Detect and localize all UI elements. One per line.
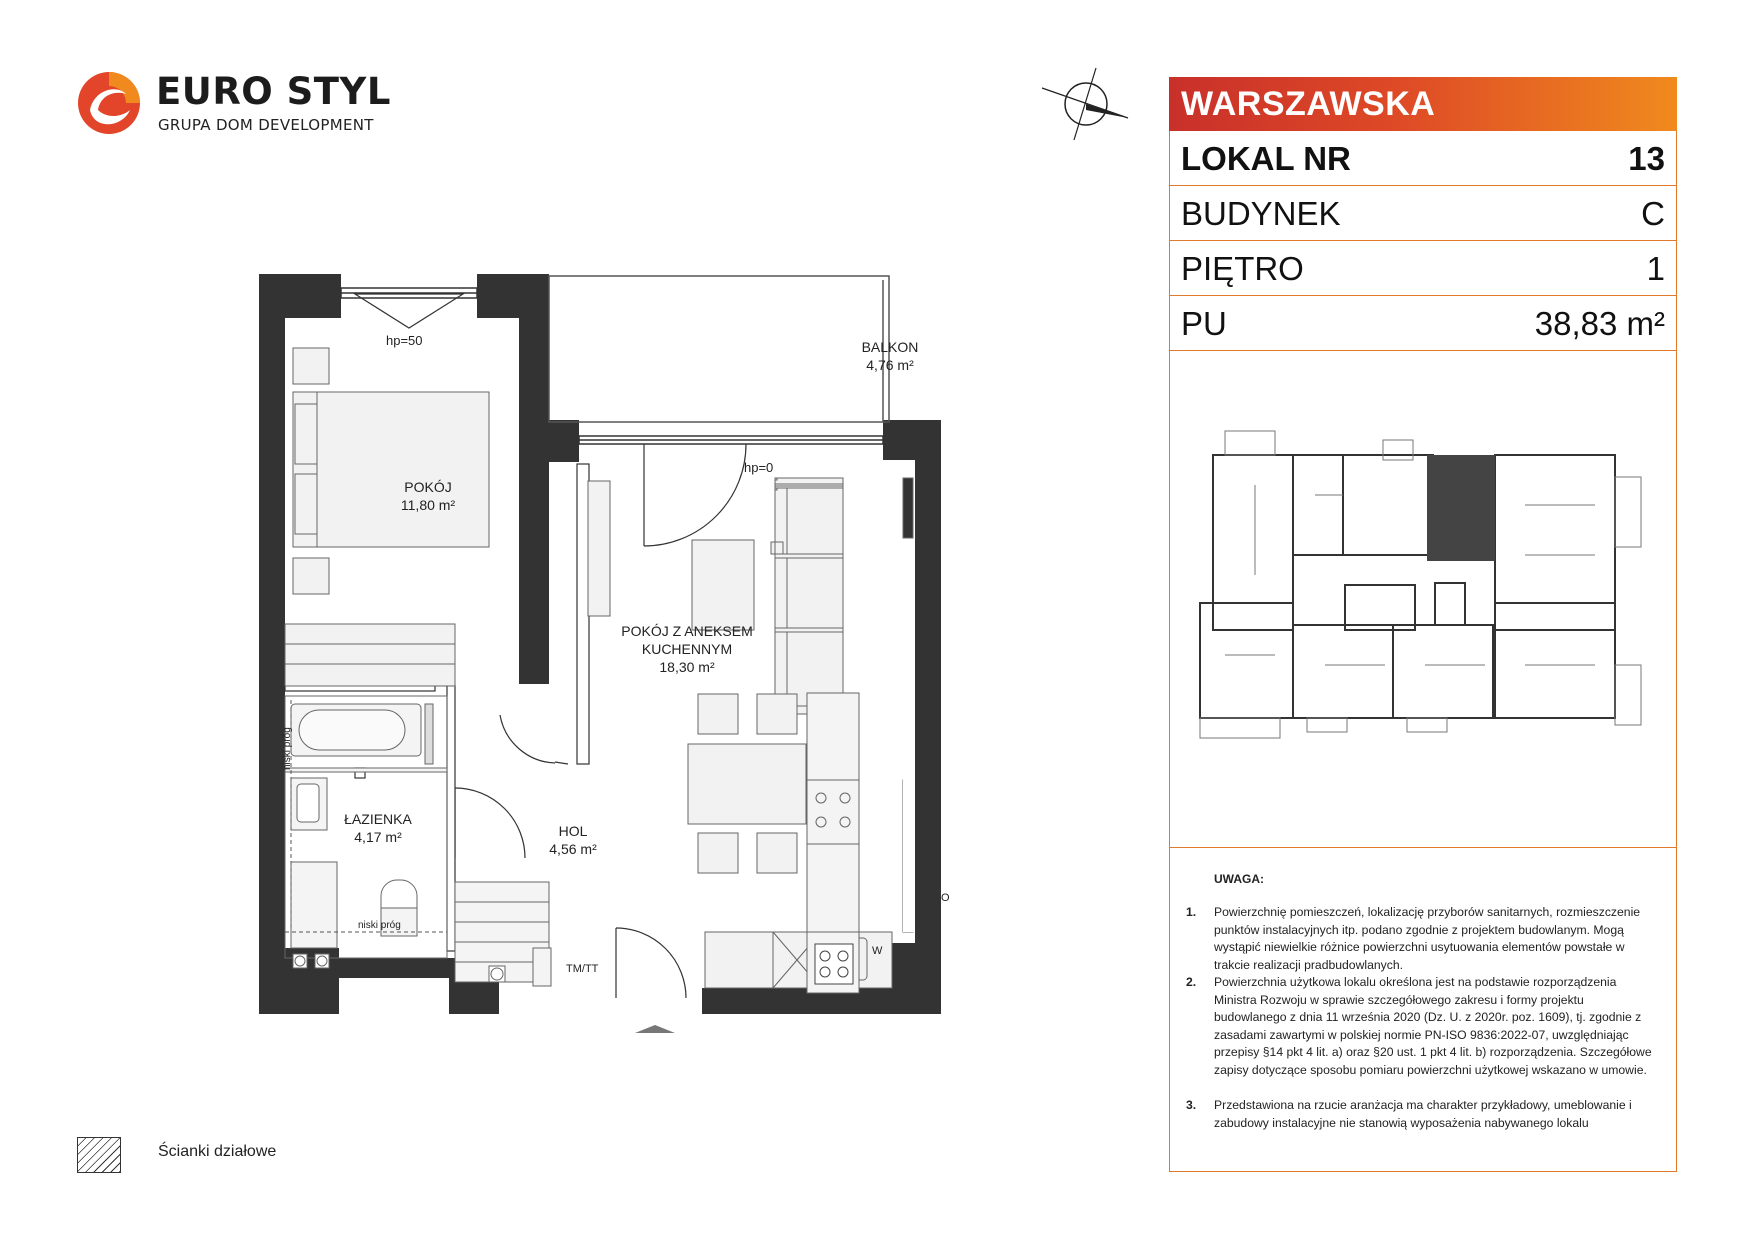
balkon-name: BALKON [861, 339, 919, 355]
pokoj-area: 11,80 m² [400, 497, 456, 513]
pietro-value: 1 [1646, 250, 1665, 287]
logo-title: EURO STYL [156, 70, 391, 113]
row-budynek [1169, 186, 1677, 241]
o-label: O [941, 892, 950, 904]
note-item-2 [1186, 974, 1656, 1098]
note-number: 2. [1186, 975, 1197, 989]
project-header [1169, 77, 1677, 131]
hol-area: 4,56 m² [549, 841, 597, 857]
pokoj-aneks-area: 18,30 m² [659, 659, 715, 675]
logo-subtitle: GRUPA DOM DEVELOPMENT [158, 116, 374, 134]
pokoj-aneks-label [602, 622, 772, 676]
notes-separator [1169, 847, 1677, 848]
note-text: Powierzchnia użytkowa lokalu określona jest na podstawie rozporządzenia Ministra Rozwoju w sprawie szczegółowego zakresu i formy projektu budowlanego z dnia 11 września 2020 (Dz. U. z 2020r. poz. 1609), tj. zgodnie z zasadami zawartymi w polskiej normie PN-ISO 9836:2022-07, uwzględniając przepisy §14 pkt 4 lit. a) oraz §20 ust. 1 pkt 4 lit. b) rozporządzenia. Szczegółowe zapisy dotyczące sposobu pomiaru powierzchni użytkowej wskazano w umowie. [1214, 975, 1652, 1077]
compass-icon [1040, 66, 1130, 142]
budynek-value: C [1641, 195, 1665, 232]
note-text: Powierzchnię pomieszczeń, lokalizację przyborów sanitarnych, rozmieszczenie punktów instalacyjnych itp. podano zgodnie z projektem budowlanym. Mogą wystąpić niewielkie różnice powierzchni usytuowania elementów powstałe w trakcie realizacji pradbudowlanych. [1214, 905, 1641, 972]
building-key-plan [1195, 425, 1650, 745]
balkon-label [820, 338, 960, 374]
project-name: WARSZAWSKA [1181, 85, 1436, 123]
note-item-3 [1186, 1097, 1656, 1153]
pu-value: 38,83 m² [1534, 305, 1665, 342]
pokoj-aneks-name-2: KUCHENNYM [641, 641, 733, 657]
lazienka-area: 4,17 m² [354, 829, 402, 845]
hp0-label: hp=0 [744, 460, 774, 475]
balkon-area: 4,76 m² [866, 357, 914, 373]
pokoj-aneks-name-1: POKÓJ Z ANEKSEM [621, 623, 753, 639]
hp50-label: hp=50 [386, 333, 423, 348]
legend-label: Ścianki działowe [158, 1143, 277, 1160]
lazienka-name: ŁAZIENKA [344, 811, 412, 827]
note-text: Przedstawiona na rzucie aranżacja ma charakter przykładowy, umeblowanie i zabudowy instalacyjne nie stanowią wyposażenia nabywanego lokalu [1214, 1098, 1632, 1130]
hol-name: HOL [558, 823, 588, 839]
tmtt-label: TM/TT [566, 963, 599, 975]
note-number: 1. [1186, 905, 1197, 919]
row-lokal [1169, 131, 1677, 186]
note-item-1 [1186, 904, 1656, 976]
note-number: 3. [1186, 1098, 1197, 1112]
notes-heading: UWAGA: [1214, 872, 1264, 886]
lazienka-label [323, 810, 433, 846]
pu-label: PU [1181, 305, 1227, 342]
lokal-value: 13 [1628, 140, 1665, 177]
euro-styl-logo-icon [76, 70, 142, 136]
w-label: W [872, 945, 883, 957]
lokal-label: LOKAL NR [1181, 140, 1351, 177]
budynek-label: BUDYNEK [1181, 195, 1341, 232]
row-pu [1169, 296, 1677, 351]
hol-label [523, 822, 623, 858]
niski-prog-horizontal-label: niski próg [358, 920, 401, 931]
pietro-label: PIĘTRO [1181, 250, 1304, 287]
pokoj-name: POKÓJ [404, 479, 452, 495]
row-pietro [1169, 241, 1677, 296]
partition-wall-hatch-icon [77, 1137, 121, 1173]
niski-prog-vertical-label: niski próg [282, 727, 293, 770]
pokoj-label [358, 478, 498, 514]
